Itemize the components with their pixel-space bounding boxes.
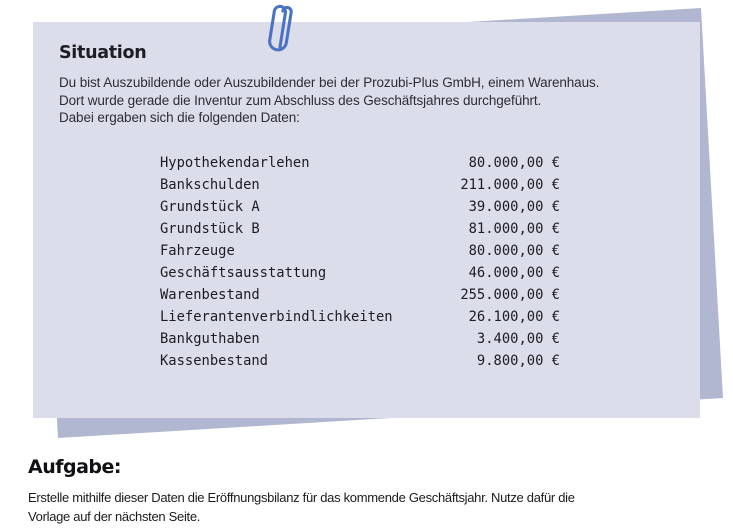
inventory-row (160, 328, 560, 350)
note-title: Situation (59, 43, 147, 63)
item-amount: 255.000,00 € (460, 287, 560, 303)
intro-line: Dabei ergaben sich die folgenden Daten: (59, 110, 300, 125)
item-label: Fahrzeuge (160, 243, 235, 259)
task-line: Vorlage auf der nächsten Seite. (28, 509, 201, 524)
item-label: Lieferantenverbindlichkeiten (160, 309, 393, 325)
intro-line: Du bist Auszubildende oder Auszubildender bei der Prozubi-Plus GmbH, einem Warenhaus. (59, 75, 600, 90)
item-amount: 9.800,00 € (476, 353, 560, 369)
item-amount: 3.400,00 € (476, 331, 560, 347)
inventory-row (160, 306, 560, 328)
item-label: Geschäftsausstattung (160, 265, 327, 281)
task-body (28, 488, 575, 526)
item-label: Warenbestand (160, 287, 260, 303)
item-amount: 81.000,00 € (468, 221, 560, 237)
intro-line: Dort wurde gerade die Inventur zum Abschluss des Geschäftsjahres durchgeführt. (59, 92, 542, 108)
item-amount: 26.100,00 € (468, 309, 560, 325)
item-amount: 46.000,00 € (468, 265, 560, 281)
item-amount: 211.000,00 € (460, 177, 560, 193)
item-label: Kassenbestand (160, 353, 268, 369)
item-label: Bankschulden (160, 177, 260, 193)
item-amount: 39.000,00 € (468, 199, 560, 215)
item-label: Grundstück B (160, 221, 260, 237)
inventory-row (160, 174, 560, 196)
task-heading: Aufgabe: (28, 456, 122, 478)
task-line: Erstelle mithilfe dieser Daten die Eröffnungsbilanz für das kommende Geschäftsjahr. Nutze dafür die (28, 490, 575, 505)
inventory-row (160, 152, 560, 174)
inventory-row (160, 218, 560, 240)
item-label: Hypothekendarlehen (160, 155, 310, 171)
inventory-row (160, 284, 560, 306)
inventory-row (160, 240, 560, 262)
item-amount: 80.000,00 € (468, 155, 560, 171)
item-amount: 80.000,00 € (468, 243, 560, 259)
item-label: Grundstück A (160, 199, 260, 215)
item-label: Bankguthaben (160, 331, 260, 347)
note-intro (59, 74, 599, 127)
inventory-row (160, 196, 560, 218)
inventory-row (160, 262, 560, 284)
inventory-row (160, 350, 560, 372)
inventory-table (160, 152, 560, 372)
